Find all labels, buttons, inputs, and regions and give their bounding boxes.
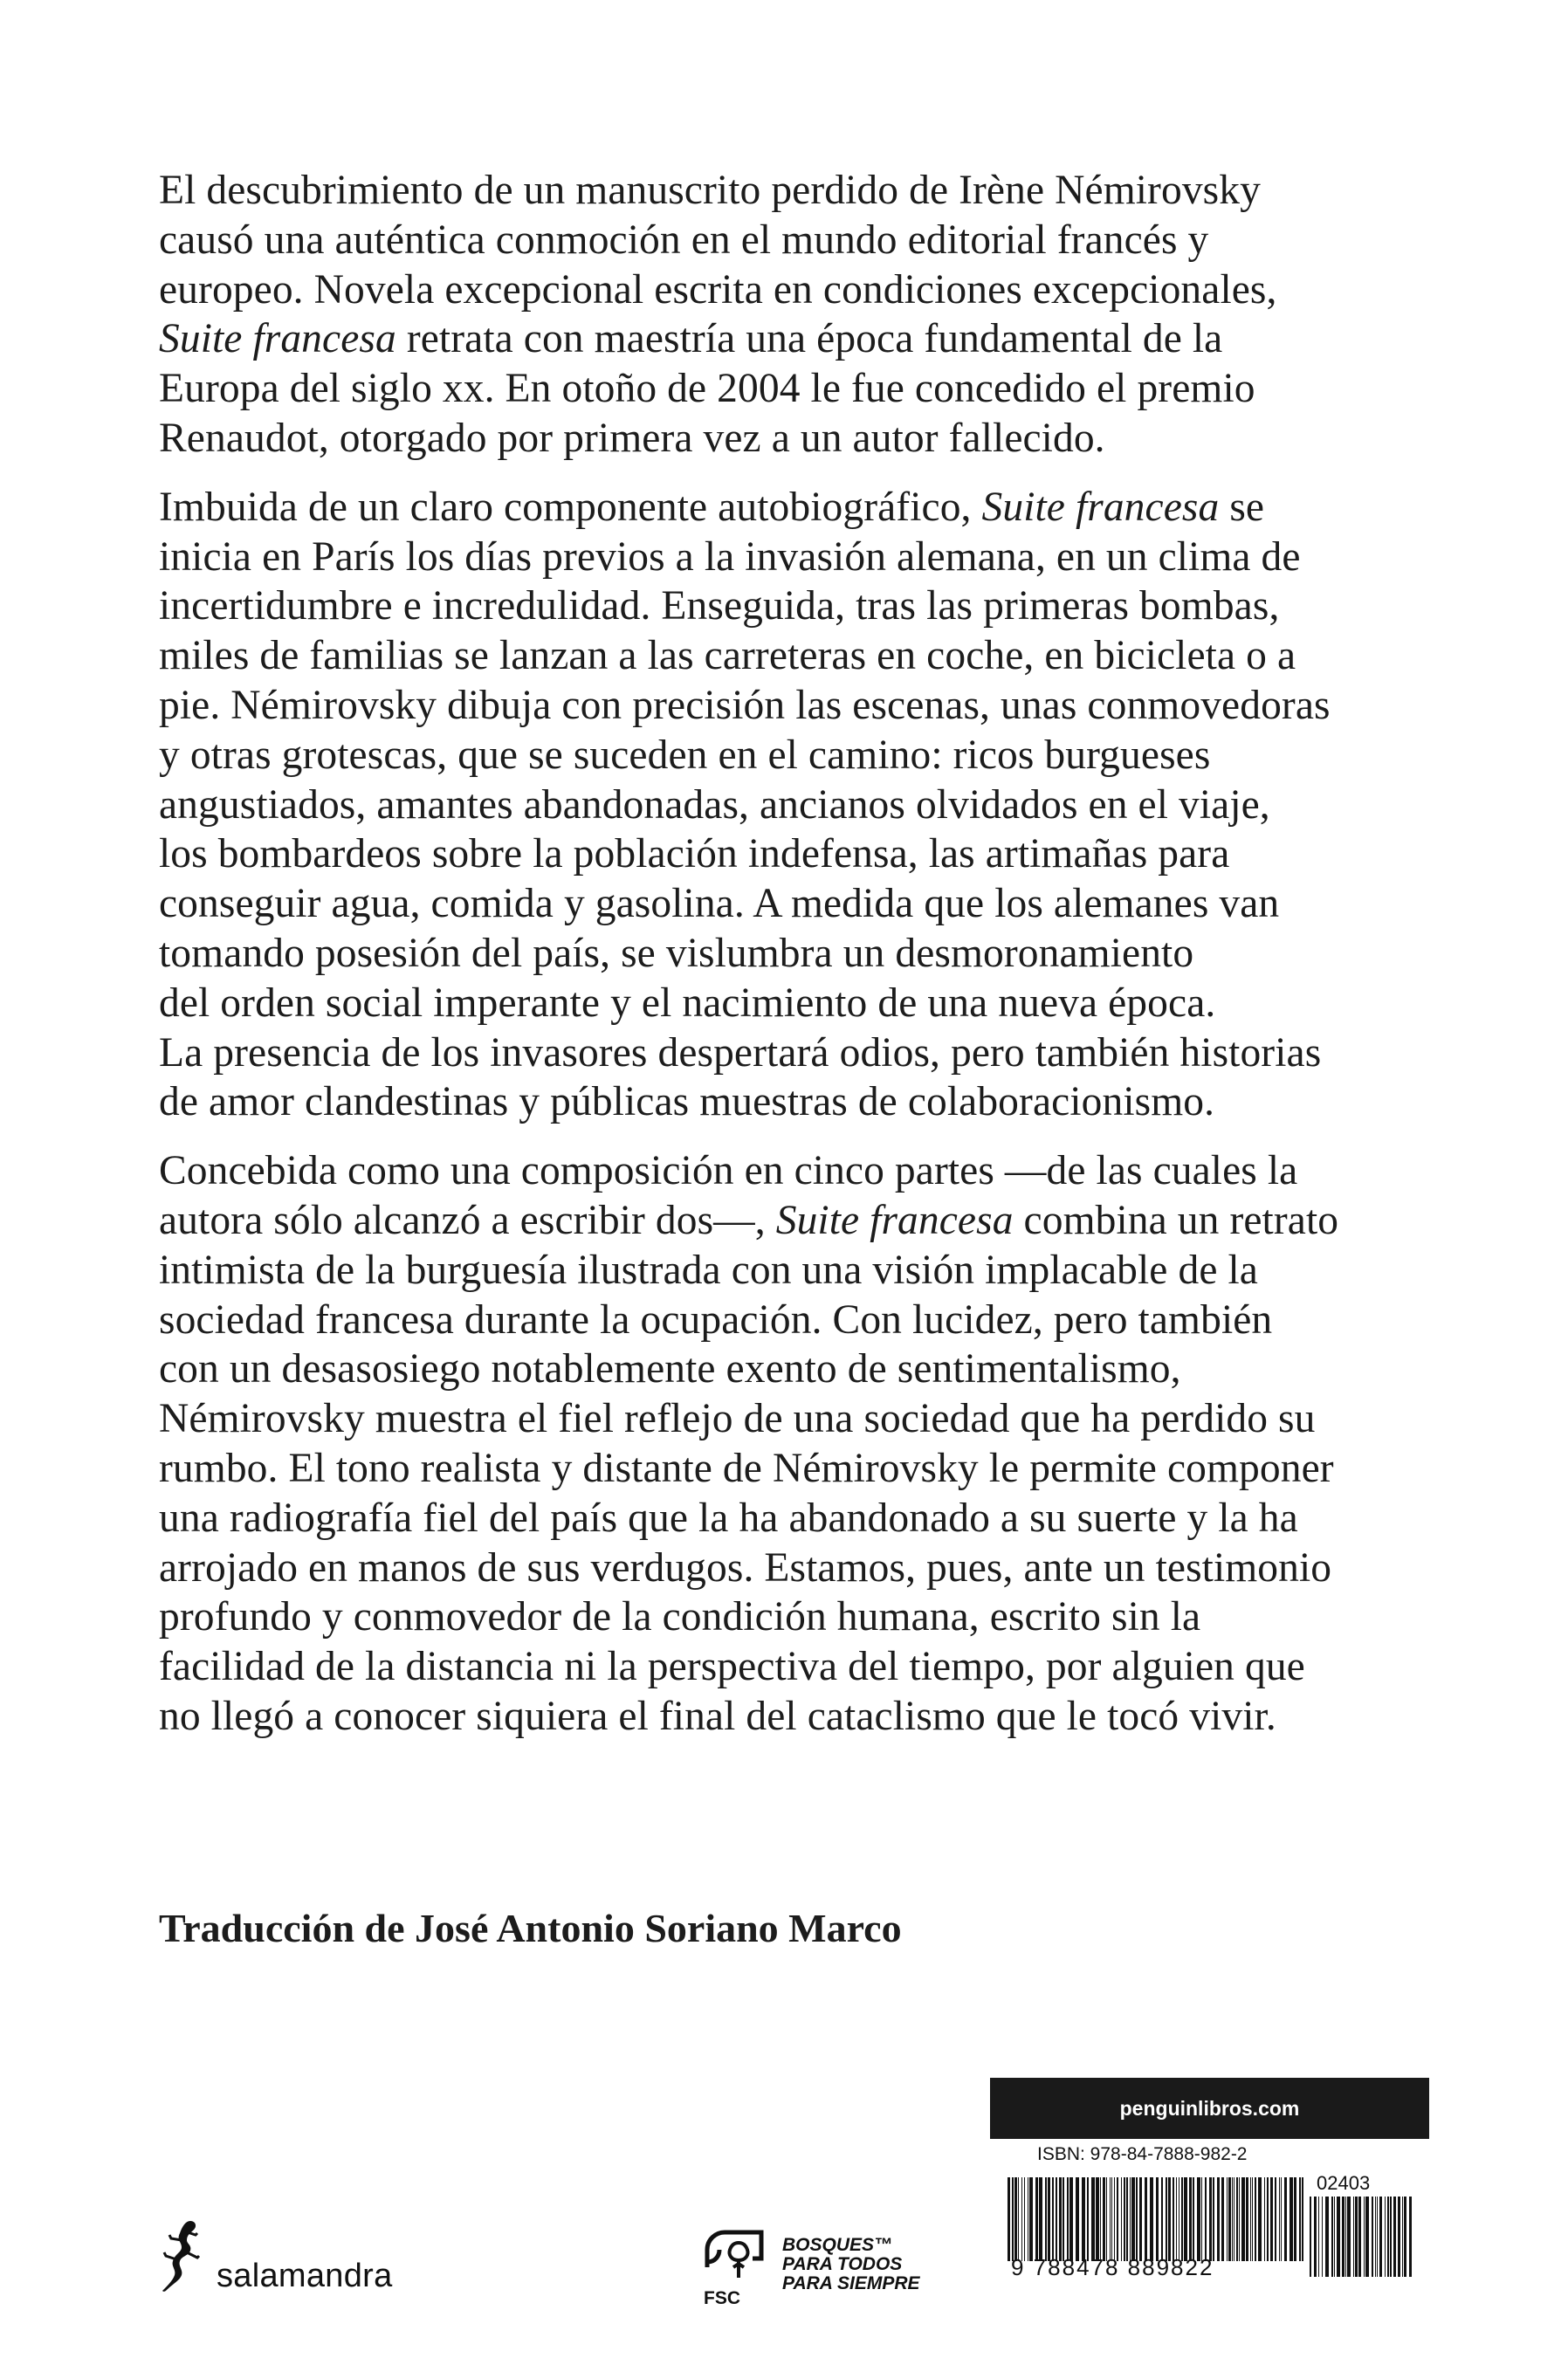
book-title-italic: Suite francesa xyxy=(981,484,1220,530)
fsc-slogan-line: BOSQUES™ xyxy=(782,2235,893,2255)
barcode-bar xyxy=(1087,2177,1089,2261)
book-title-italic: Suite francesa xyxy=(775,1197,1014,1243)
text-segment: arrojado en manos de sus verdugos. Estamos, pues, ante un testimonio xyxy=(159,1544,1332,1591)
text-line xyxy=(159,1544,1416,1593)
barcode-bar xyxy=(1091,2177,1095,2261)
barcode-bar xyxy=(1205,2177,1207,2261)
barcode-bar xyxy=(1345,2197,1346,2277)
barcode-bar xyxy=(1014,2177,1017,2261)
text-segment: combina un retrato xyxy=(1013,1197,1339,1243)
text-segment: una radiografía fiel del país que la ha abandonado a su suerte y la ha xyxy=(159,1495,1298,1541)
barcode-bar xyxy=(1258,2177,1262,2261)
barcode-bar xyxy=(1103,2177,1105,2261)
text-line xyxy=(159,731,1416,780)
text-segment: y otras grotescas, que se suceden en el camino: ricos burgueses xyxy=(159,732,1211,778)
text-segment: causó una auténtica conmoción en el mundo editorial francés y xyxy=(159,217,1209,263)
barcode-bar xyxy=(1018,2177,1019,2261)
text-line xyxy=(159,414,1416,464)
paragraph xyxy=(159,1146,1416,1742)
text-line xyxy=(159,1077,1416,1127)
text-line xyxy=(159,829,1416,879)
barcode-bar xyxy=(1318,2197,1319,2277)
text-segment: conseguir agua, comida y gasolina. A medida que los alemanes van xyxy=(159,881,1280,927)
barcode-bar xyxy=(1246,2177,1248,2261)
text-line xyxy=(159,166,1416,216)
barcode-bar xyxy=(1241,2177,1245,2261)
barcode-bar xyxy=(1110,2177,1111,2261)
barcode-bar xyxy=(1045,2177,1047,2261)
barcode-bar xyxy=(1082,2177,1085,2261)
fsc-logo xyxy=(698,2213,952,2309)
barcode-bar xyxy=(1267,2177,1269,2261)
barcode-bar xyxy=(1353,2197,1354,2277)
text-line xyxy=(159,631,1416,681)
barcode-bar xyxy=(1364,2197,1365,2277)
barcode-bar xyxy=(1197,2177,1200,2261)
barcode-bar xyxy=(1342,2197,1344,2277)
book-title-italic: Suite francesa xyxy=(159,316,396,362)
text-line xyxy=(159,216,1416,265)
fsc-slogan-line: PARA TODOS xyxy=(782,2254,903,2274)
text-line xyxy=(159,1692,1416,1742)
barcode-bar xyxy=(1111,2177,1112,2261)
barcode-bar xyxy=(1279,2177,1280,2261)
fsc-slogan-line: PARA SIEMPRE xyxy=(782,2273,920,2293)
barcode-bar xyxy=(1310,2197,1311,2277)
barcode-bar xyxy=(1052,2177,1054,2261)
text-line xyxy=(159,364,1416,414)
barcode-bar xyxy=(1024,2177,1025,2261)
text-line xyxy=(159,929,1416,979)
barcode-bar xyxy=(1322,2197,1323,2277)
text-segment: Némirovsky muestra el fiel reflejo de una sociedad que ha perdido su xyxy=(159,1396,1316,1442)
barcode-bar xyxy=(1181,2177,1183,2261)
text-segment: La presencia de los invasores despertará odios, pero también historias xyxy=(159,1029,1322,1076)
text-line xyxy=(159,979,1416,1028)
barcode-bar xyxy=(1289,2177,1293,2261)
barcode-bar xyxy=(1029,2177,1033,2261)
text-segment: facilidad de la distancia ni la perspectiva del tiempo, por alguien que xyxy=(159,1644,1305,1690)
isbn-label: ISBN: 978-84-7888-982-2 xyxy=(1037,2144,1248,2164)
barcode-bar xyxy=(1114,2177,1115,2261)
barcode-bar xyxy=(1106,2177,1107,2261)
barcode-bar xyxy=(1067,2177,1069,2261)
barcode-bar xyxy=(1069,2177,1073,2261)
barcode-bar xyxy=(1314,2197,1317,2277)
barcode-bar xyxy=(1063,2177,1064,2261)
text-line xyxy=(159,1642,1416,1692)
text-segment: del orden social imperante y el nacimiento de una nueva época. xyxy=(159,980,1216,1026)
barcode-bar xyxy=(1385,2197,1386,2277)
text-line xyxy=(159,879,1416,929)
text-segment: incertidumbre e incredulidad. Enseguida, tras las primeras bombas, xyxy=(159,583,1280,629)
barcode-bar xyxy=(1117,2177,1118,2261)
barcode-bar xyxy=(1217,2177,1220,2261)
barcode-bar xyxy=(1255,2177,1256,2261)
publisher-name: salamandra xyxy=(217,2258,393,2294)
text-line xyxy=(159,1592,1416,1642)
barcode-bar xyxy=(1252,2177,1253,2261)
barcode-addon-number: 02403 xyxy=(1317,2172,1371,2194)
text-segment: Renaudot, otorgado por primera vez a un autor fallecido. xyxy=(159,415,1105,461)
barcode-bar xyxy=(1209,2177,1212,2261)
barcode-bar xyxy=(1387,2197,1389,2277)
barcode-bar xyxy=(1377,2197,1378,2277)
barcode-bar xyxy=(1375,2197,1376,2277)
text-line xyxy=(159,1394,1416,1444)
text-segment: europeo. Novela excepcional escrita en condiciones excepcionales, xyxy=(159,266,1277,313)
text-line xyxy=(159,533,1416,582)
barcode-bar xyxy=(1270,2177,1273,2261)
salamander-icon xyxy=(155,2217,211,2296)
paragraph xyxy=(159,166,1416,464)
text-line xyxy=(159,314,1416,364)
text-segment: Concebida como una composición en cinco partes —de las cuales la xyxy=(159,1148,1298,1194)
barcode-bar xyxy=(1347,2197,1351,2277)
barcode-bar xyxy=(1264,2177,1265,2261)
paragraph xyxy=(159,483,1416,1127)
barcode-bar xyxy=(1236,2177,1238,2261)
barcode-bar xyxy=(1136,2177,1138,2261)
barcode-bar xyxy=(1227,2177,1228,2261)
barcode-bar xyxy=(1124,2177,1125,2261)
barcode-bar xyxy=(1139,2177,1142,2261)
text-line xyxy=(159,1146,1416,1196)
barcode-bar xyxy=(1372,2197,1373,2277)
barcode-bar xyxy=(1365,2197,1369,2277)
text-segment: sociedad francesa durante la ocupación. Con lucidez, pero también xyxy=(159,1296,1273,1343)
barcode-bar xyxy=(1193,2177,1194,2261)
publisher-website: penguinlibros.com xyxy=(990,2078,1429,2139)
barcode-bar xyxy=(1021,2177,1022,2261)
barcode-bar xyxy=(1275,2177,1276,2261)
barcode-bar xyxy=(1130,2177,1131,2261)
text-segment: se xyxy=(1219,484,1265,530)
text-line xyxy=(159,1444,1416,1494)
barcode-bar xyxy=(1056,2177,1057,2261)
barcode-bar xyxy=(1358,2197,1361,2277)
text-line xyxy=(159,1028,1416,1078)
text-line xyxy=(159,483,1416,533)
text-line xyxy=(159,1494,1416,1544)
barcode-bar xyxy=(1176,2177,1177,2261)
barcode-bar xyxy=(1145,2177,1147,2261)
barcode-bar xyxy=(1168,2177,1171,2261)
barcode-bar xyxy=(1048,2177,1050,2261)
text-segment: Imbuida de un claro componente autobiográfico, xyxy=(159,484,982,530)
text-segment: tomando posesión del país, se vislumbra un desmoronamiento xyxy=(159,930,1194,976)
barcode-bar xyxy=(1126,2177,1128,2261)
text-segment: inicia en París los días previos a la invasión alemana, en un clima de xyxy=(159,533,1301,580)
barcode-bar xyxy=(1221,2177,1224,2261)
barcode-bar xyxy=(1355,2197,1358,2277)
text-line xyxy=(159,265,1416,315)
barcode-bar xyxy=(1334,2197,1335,2277)
text-segment: de amor clandestinas y públicas muestras de colaboracionismo. xyxy=(159,1079,1215,1125)
barcode-bar xyxy=(1390,2197,1392,2277)
barcode-bar xyxy=(1302,2177,1303,2261)
barcode-bar xyxy=(1284,2177,1287,2261)
barcode-bar xyxy=(1281,2177,1282,2261)
text-segment: rumbo. El tono realista y distante de Némirovsky le permite componer xyxy=(159,1445,1334,1491)
barcode-bar xyxy=(1096,2177,1099,2261)
text-segment: los bombardeos sobre la población indefensa, las artimañas para xyxy=(159,831,1230,877)
publisher-logo xyxy=(155,2217,435,2296)
barcode-bar xyxy=(1150,2177,1153,2261)
barcode-bar xyxy=(1393,2197,1396,2277)
text-segment: retrata con maestría una época fundamental de la xyxy=(395,316,1223,362)
barcode-bar xyxy=(1398,2197,1400,2277)
text-line xyxy=(159,1344,1416,1394)
barcode-bar xyxy=(1325,2197,1329,2277)
text-line xyxy=(159,681,1416,731)
barcode-bar xyxy=(1100,2177,1101,2261)
barcode-bar xyxy=(1166,2177,1167,2261)
text-line xyxy=(159,1296,1416,1345)
fsc-slogan xyxy=(782,2236,920,2293)
barcode-bar xyxy=(1012,2177,1014,2261)
text-segment: profundo y conmovedor de la condición humana, escrito sin la xyxy=(159,1594,1201,1640)
barcode-bar xyxy=(1213,2177,1214,2261)
text-line xyxy=(159,581,1416,631)
barcode-bar xyxy=(1331,2197,1333,2277)
fsc-label: FSC xyxy=(704,2288,740,2308)
barcode-bar xyxy=(1173,2177,1174,2261)
barcode-bar xyxy=(1409,2197,1412,2277)
barcode-bar xyxy=(1337,2197,1340,2277)
text-segment: angustiados, amantes abandonadas, ancianos olvidados en el viaje, xyxy=(159,781,1270,828)
barcode-bar xyxy=(1039,2177,1042,2261)
barcode-bar xyxy=(1189,2177,1192,2261)
barcode-bar xyxy=(1404,2197,1406,2277)
text-segment: El descubrimiento de un manuscrito perdido de Irène Némirovsky xyxy=(159,168,1261,213)
text-line xyxy=(159,1246,1416,1296)
text-line xyxy=(159,1196,1416,1246)
barcode-digits: 9 788478 889822 xyxy=(1011,2254,1214,2280)
addon-barcode xyxy=(1310,2197,1414,2277)
text-segment: no llegó a conocer siquiera el final del cataclismo que le tocó vivir. xyxy=(159,1693,1276,1739)
text-segment: miles de familias se lanzan a las carreteras en coche, en bicicleta o a xyxy=(159,633,1296,679)
barcode-panel xyxy=(990,2078,1429,2287)
text-line xyxy=(159,780,1416,830)
barcode-bar xyxy=(1239,2177,1240,2261)
text-segment: con un desasosiego notablemente exento de sentimentalismo, xyxy=(159,1346,1181,1392)
barcode-bar xyxy=(1035,2177,1038,2261)
barcode-bar xyxy=(1402,2197,1403,2277)
barcode-bar xyxy=(1250,2177,1251,2261)
barcode-bar xyxy=(1076,2177,1079,2261)
synopsis xyxy=(159,166,1416,1761)
barcode-bar xyxy=(1059,2177,1062,2261)
barcode-bar xyxy=(1228,2177,1231,2261)
barcode-bar xyxy=(1156,2177,1159,2261)
barcode-bar xyxy=(1008,2177,1010,2261)
barcode-bar xyxy=(1161,2177,1163,2261)
barcode-bar xyxy=(1121,2177,1122,2261)
barcode-bar xyxy=(1184,2177,1187,2261)
barcode-bar xyxy=(1131,2177,1135,2261)
text-segment: Europa del siglo xx. En otoño de 2004 le fue concedido el premio xyxy=(159,366,1255,412)
text-segment: autora sólo alcanzó a escribir dos—, xyxy=(159,1197,776,1243)
barcode-bar xyxy=(1379,2197,1382,2277)
barcode-bar xyxy=(1299,2177,1301,2261)
text-segment: intimista de la burguesía ilustrada con una visión implacable de la xyxy=(159,1247,1258,1293)
barcode-bar xyxy=(1232,2177,1233,2261)
barcode-bar xyxy=(1201,2177,1202,2261)
barcode-bar xyxy=(1294,2177,1296,2261)
text-segment: pie. Némirovsky dibuja con precisión las escenas, unas conmovedoras xyxy=(159,682,1331,728)
translation-credit: Traducción de José Antonio Soriano Marco xyxy=(159,1906,902,1950)
